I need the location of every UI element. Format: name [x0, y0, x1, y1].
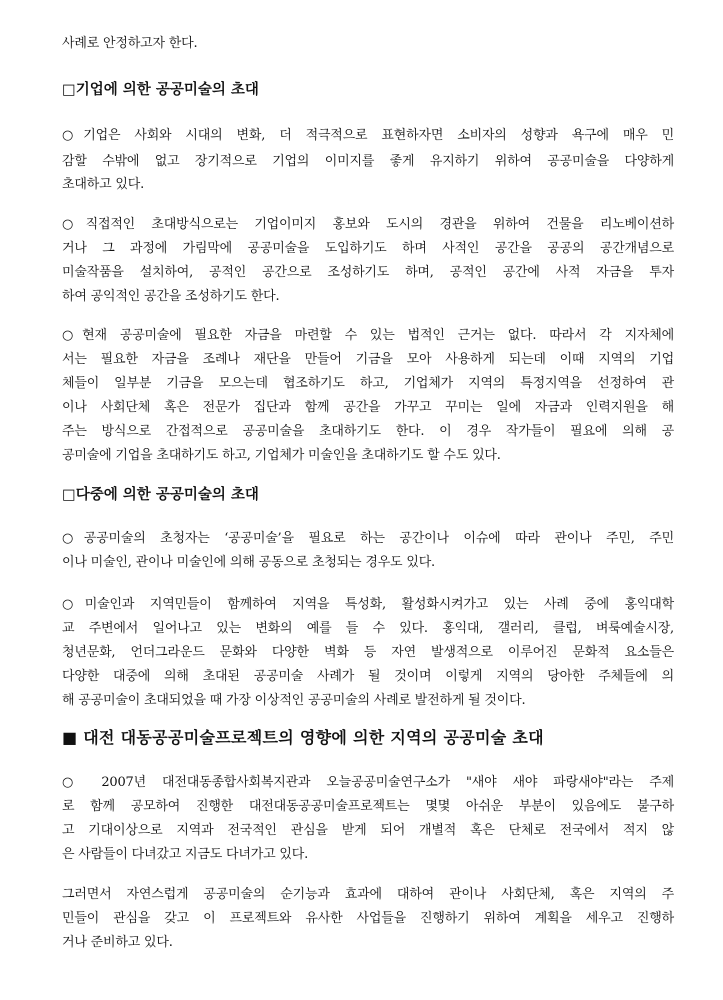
text-line: 고 기대이상으로 지역과 전국적인 관심을 받게 되어 개별적 혹은 단체로 전국에서 적지 않 [62, 823, 674, 838]
text-line: 이나 사회단체 혹은 전문가 집단과 함께 공간을 가꾸고 꾸미는 일에 자금과 인력지원을 해 [62, 400, 674, 415]
text-line: 로 함께 공모하여 진행한 대전대동공공미술프로젝트는 몇몇 아쉬운 부분이 있음에도 불구하 [62, 799, 674, 814]
text-line: 은 사람들이 다녀갔고 지금도 다녀가고 있다. [62, 847, 309, 862]
section-heading-daejeon: ■ 대전 대동공공미술프로젝트의 영향에 의한 지역의 공공미술 초대 [62, 728, 544, 747]
text-line: 초대하고 있다. [62, 177, 145, 192]
text-line: 해 공공미술이 초대되었을 때 가장 이상적인 공공미술의 사례로 발전하게 될 것이다. [62, 693, 526, 708]
text-line: ○ 2007년 대전대동종합사회복지관과 오늘공공미술연구소가 "새야 새야 파랑새야"라는 주제 [62, 775, 674, 790]
text-line: 그러면서 자연스럽게 공공미술의 순기능과 효과에 대하여 관이나 사회단체, 혹은 지역의 주 [62, 887, 674, 902]
text-line: 다양한 대중에 의해 초대된 공공미술 사례가 될 것이며 이렇게 지역의 당아한 주체들에 의 [62, 669, 674, 684]
section-heading-corporate: □기업에 의한 공공미술의 초대 [62, 81, 259, 98]
text-line: 청년문화, 언더그라운드 문화와 다양한 벽화 등 자연 발생적으로 이루어진 문화적 요소들은 [62, 645, 674, 660]
text-line: ○공공미술의 초청자는 ‘공공미술’을 필요로 하는 공간이나 이슈에 따라 관이나 주민, 주민 [62, 531, 674, 546]
text-line: ○기업은 사회와 시대의 변화, 더 적극적으로 표현하자면 소비자의 성향과 욕구에 매우 민 [62, 128, 674, 143]
text-line: 주는 방식으로 간접적으로 공공미술을 초대하기도 한다. 이 경우 작가들이 필요에 의해 공 [62, 424, 674, 439]
text-line: ○미술인과 지역민들이 함께하여 지역을 특성화, 활성화시켜가고 있는 사례 중에 홍익대학 [62, 597, 674, 612]
text-line: 체들이 일부분 기금을 모으는데 협조하기도 하고, 기업체가 지역의 특정지역을 선정하여 관 [62, 376, 674, 391]
text-line: 거나 그 과정에 가림막에 공공미술을 도입하기도 하며 사적인 공간을 공공의 공간개념으로 [62, 241, 674, 256]
section-heading-public: □다중에 의한 공공미술의 초대 [62, 486, 259, 503]
text-line: 민들이 관심을 갖고 이 프로젝트와 유사한 사업들을 진행하기 위하여 계획을 세우고 진행하 [62, 911, 674, 926]
text-line: 거나 준비하고 있다. [62, 935, 173, 950]
text-line: 서는 필요한 자금을 조례나 재단을 만들어 기금을 모아 사용하게 되는데 이때 지역의 기업 [62, 352, 674, 367]
text-line: ○직접적인 초대방식으로는 기업이미지 홍보와 도시의 경관을 위하여 건물을 리노베이션하 [62, 217, 674, 232]
text-line: ○현재 공공미술에 필요한 자금을 마련할 수 있는 법적인 근거는 없다. 따라서 각 지자체에 [62, 328, 674, 343]
text-line: 하여 공익적인 공간을 조성하기도 한다. [62, 289, 280, 304]
text-line: 교 주변에서 일어나고 있는 변화의 예를 들 수 있다. 홍익대, 갤러리, 클럽, 벼룩예술시장, [62, 621, 674, 636]
text-line: 공미술에 기업을 초대하기도 하고, 기업체가 미술인을 초대하기도 할 수도 있다. [62, 448, 501, 463]
text-line: 미술작품을 설치하여, 공적인 공간으로 조성하기도 하며, 공적인 공간에 사적 자금을 투자 [62, 265, 674, 280]
text-line: 사례로 안정하고자 한다. [62, 36, 198, 51]
text-line: 감할 수밖에 없고 장기적으로 기업의 이미지를 좋게 유지하기 위하여 공공미술을 다양하게 [62, 154, 674, 169]
text-line: 이나 미술인, 관이나 미술인에 의해 공동으로 초청되는 경우도 있다. [62, 555, 435, 570]
